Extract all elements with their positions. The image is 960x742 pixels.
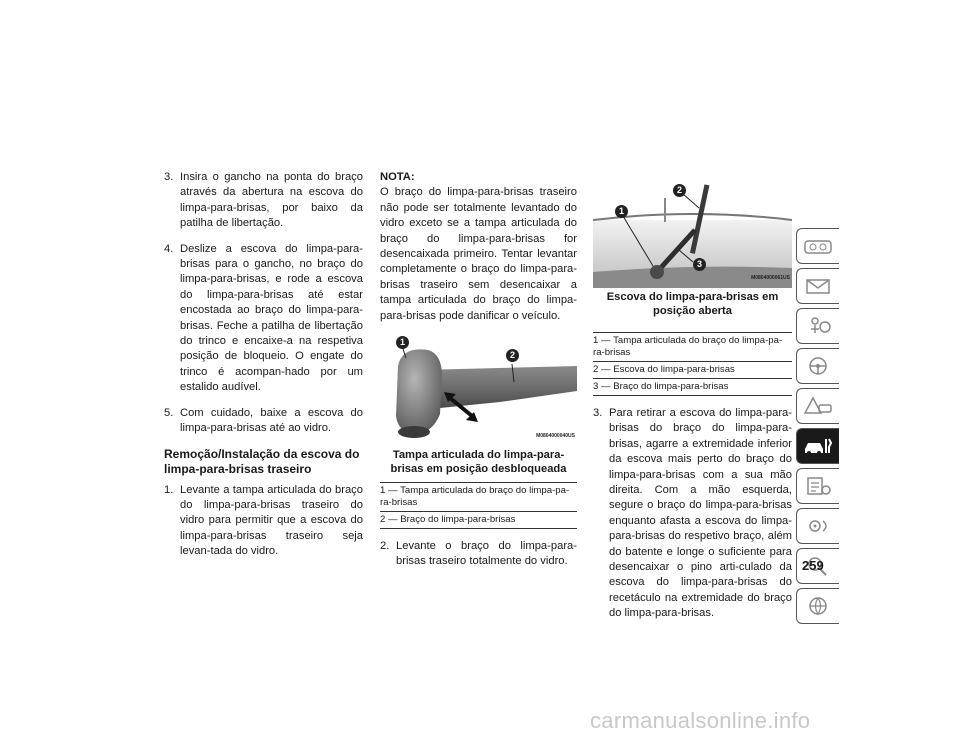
callout-2: 2 (673, 184, 686, 197)
step-number: 1. (164, 483, 174, 496)
step-number: 3. (164, 171, 174, 183)
airbag-safety-icon (803, 315, 833, 337)
tab-safety[interactable] (796, 308, 839, 344)
figure-wiper-cap (380, 336, 577, 446)
figure-caption: Tampa articulada do limpa-para-brisas em posição desbloqueada (390, 449, 567, 476)
step-text: Levante o braço do limpa-para-brisas traseiro totalmente do vidro. (396, 540, 577, 568)
legend-item: 1 — Tampa articulada do braço do limpa-pa-ra-brisas (593, 333, 792, 362)
message-envelope-icon (803, 275, 833, 297)
legend-item: 2 — Escova do limpa-para-brisas (593, 362, 792, 379)
step-text: Insira o gancho na ponta do braço através da abertura na escova do limpa-para-brisas, por baixo da patilha de libertação. (180, 171, 363, 230)
figure-caption: Escova do limpa-para-brisas em posição aberta (606, 291, 779, 317)
column-middle (380, 170, 577, 580)
warning-triangle-car-icon (803, 395, 833, 417)
step-text: Levante a tampa articulada do braço do limpa-para-brisas traseiro do vidro para permitir que a escova do limpa-para-brisas traseiro seja levan-tada do vidro. (180, 483, 363, 558)
watermark[interactable]: carmanualsonline.info (590, 708, 811, 733)
step-4 (164, 242, 363, 396)
step-1 (164, 483, 363, 560)
car-dashboard-icon (803, 235, 833, 257)
callout-1: 1 (396, 336, 409, 349)
callout-1: 1 (615, 205, 628, 218)
figure-wiper-open (593, 180, 792, 288)
tab-dashboard[interactable] (796, 228, 839, 264)
figure-legend (593, 332, 792, 396)
callout-3: 3 (693, 258, 706, 271)
tab-driving[interactable] (796, 348, 839, 384)
tab-emergency[interactable] (796, 388, 839, 424)
gear-settings-icon (803, 515, 833, 537)
page-number: 259 (802, 558, 824, 573)
step-text: Para retirar a escova do limpa-para-brisas do braço do limpa-para-brisas, agarre a extremidade inferior da escova mais perto do braço do limpa-para-brisas com a sua mão direita. Com a mão esquerda, segure o braço do limpa-para-brisas enquanto afasta a escova do limpa-para-brisas do respetivo braço, além do batente e longe o suficiente para desencaixar o pino arti-culado da escova do limpa-para-brisas do recetáculo na extremidade do braço do limpa-para-brisas. (609, 407, 792, 620)
figure-code: M0804000040US (536, 432, 575, 439)
step-number: 2. (380, 540, 390, 553)
steering-wheel-icon (803, 355, 833, 377)
legend-item: 2 — Braço do limpa-para-brisas (380, 512, 577, 529)
tab-messages[interactable] (796, 268, 839, 304)
tab-specifications[interactable] (796, 468, 839, 504)
step-text: Deslize a escova do limpa-para-brisas para o gancho, no braço do limpa-para-brisas, e rode a escova do limpa-para-brisas até estar encostada ao braço do limpa-para-brisas. Feche a patilha de libertação do trinco e encaixe-a na respetiva posição de bloqueio. O engate do trinco é acompan-hado por um estalido audível. (180, 242, 363, 394)
figure-legend (380, 482, 577, 529)
column-right (593, 180, 792, 632)
step-text: Com cuidado, baixe a escova do limpa-para-brisas até ao vidro. (180, 406, 363, 435)
language-globe-icon (803, 595, 833, 617)
note-label: NOTA: (380, 171, 415, 183)
callout-2: 2 (506, 349, 519, 362)
step-3 (164, 170, 363, 232)
column-left (164, 170, 363, 570)
step-5 (164, 406, 363, 437)
figure-code: M0804000061US (751, 274, 790, 281)
step-2 (380, 539, 577, 570)
car-service-tools-icon (803, 435, 833, 457)
section-title: Remoção/Instalação da escova do limpa-para-brisas traseiro (164, 446, 360, 476)
step-3 (593, 406, 792, 622)
tab-languages[interactable] (796, 588, 839, 624)
legend-item: 1 — Tampa articulada do braço do limpa-pa-ra-brisas (380, 483, 577, 512)
tab-multimedia[interactable] (796, 508, 839, 544)
maintenance-list-icon (803, 475, 833, 497)
tab-service-maintenance[interactable] (796, 428, 839, 464)
step-number: 3. (593, 407, 603, 419)
legend-item: 3 — Braço do limpa-para-brisas (593, 379, 792, 396)
step-number: 4. (164, 242, 174, 255)
note-text: O braço do limpa-para-brisas traseiro não pode ser totalmente levantado do vidro exceto se a tampa articulada do braço do limpa-para-brisas for desencaixada primeiro. Tentar levantar completamente o braço do limpa-para-brisas traseiro sem desencaixar a tampa articulada do braço do limpa-para-brisas pode danificar o veículo. (380, 186, 577, 322)
step-number: 5. (164, 406, 174, 419)
